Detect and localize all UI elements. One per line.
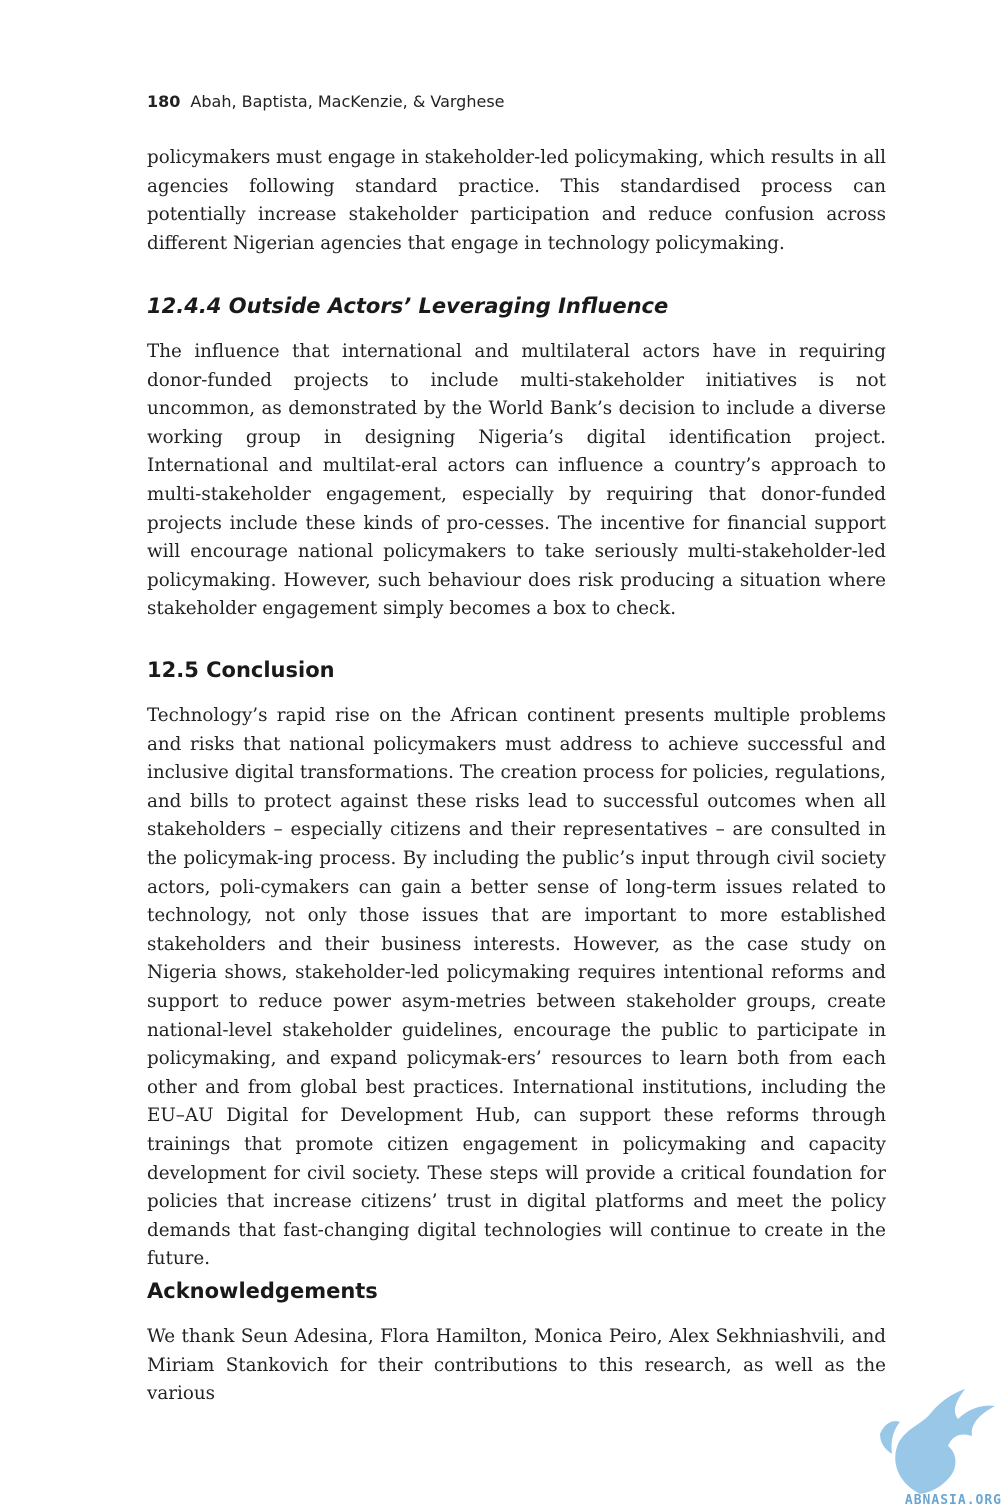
running-head-authors: Abah, Baptista, MacKenzie, & Varghese [190, 92, 505, 111]
watermark-logo-icon [860, 1374, 1000, 1504]
paragraph-acknowledgements: We thank Seun Adesina, Flora Hamilton, Monica Peiro, Alex Sekhniashvili, and Miriam Stankovich for their contributions to this research, as well as the various [147, 1326, 886, 1405]
paragraph-conclusion: Technology’s rapid rise on the African continent presents multiple problems and risks that national policymakers must address to achieve successful and inclusive digital transformations. The creation process for policies, regulations, and bills to protect against these risks lead to successful outcomes when all stakeholders – especially citizens and their representatives – are consulted in the policymak-ing process. By including the public’s input through civil society actors, poli-cymakers can gain a better sense of long-term issues related to technology, not only those issues that are important to more established stakeholders and their business interests. However, as the case study on Nigeria shows, stakeholder-led policymaking requires intentional reforms and support to reduce power asym-metries between stakeholder groups, create national-level stakeholder guidelines, encourage the public to participate in policymaking, and expand policymak-ers’ resources to learn both from each other and from global best practices. International institutions, including the EU–AU Digital for Development Hub, can support these reforms through trainings that promote citizen engagement in policymaking and capacity development for civil society. These steps will provide a critical foundation for policies that increase citizens’ trust in digital platforms and meet the policy demands that fast-changing digital technologies will continue to create in the future. [147, 705, 886, 1270]
heading-12-5-conclusion: 12.5 Conclusion [147, 658, 335, 682]
running-head [147, 92, 505, 111]
heading-12-4-4: 12.4.4 Outside Actors’ Leveraging Influence [147, 294, 669, 318]
watermark-text: ABNASIA.ORG [904, 1493, 1002, 1508]
heading-acknowledgements: Acknowledgements [147, 1279, 378, 1303]
page-number: 180 [147, 92, 181, 111]
paragraph-intro: policymakers must engage in stakeholder-led policymaking, which results in all agencies following standard practice. This standardised process can potentially increase stakeholder participation and reduce confusion across different Nigerian agencies that engage in technology policymaking. [147, 147, 886, 254]
paragraph-outside-actors: The influence that international and multilateral actors have in requiring donor-funded projects to include multi-stakeholder initiatives is not uncommon, as demonstrated by the World Bank’s decision to include a diverse working group in designing Nigeria’s digital identification project. International and multilat-eral actors can influence a country’s approach to multi-stakeholder engagement, especially by requiring that donor-funded projects include these kinds of pro-cesses. The incentive for financial support will encourage national policymakers to take seriously multi-stakeholder-led policymaking. However, such behaviour does risk producing a situation where stakeholder engagement simply becomes a box to check. [147, 341, 886, 620]
